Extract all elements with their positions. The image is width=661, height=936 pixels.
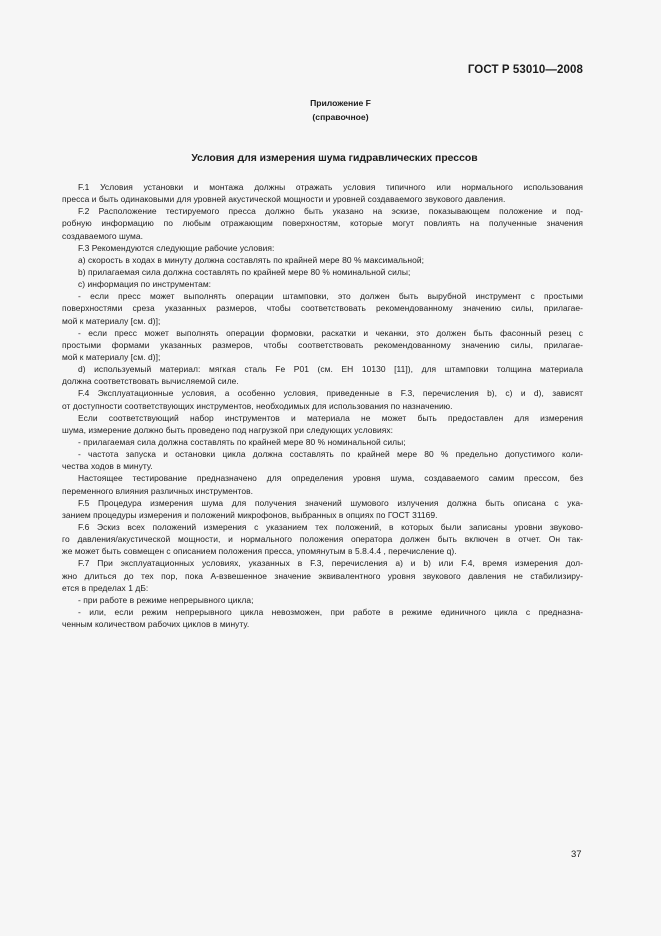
text-line: простыми формами указанных размеров, чтобы соответствовать рекомендованному значению силы, прилагае- <box>62 339 583 350</box>
appendix-label: Приложение F <box>310 98 371 108</box>
text-line: - если пресс может выполнять операции штамповки, это должен быть вырубной инструмент с простыми <box>78 291 583 302</box>
text-line: F.6 Эскиз всех положений измерения с указанием тех положений, в которых были записаны уровни звуково- <box>78 521 583 532</box>
page-number: 37 <box>571 849 582 860</box>
text-line: F.1 Условия установки и монтажа должны отражать условия типичного или нормального использования <box>78 182 583 192</box>
text-line: - частота запуска и остановки цикла должна составлять по крайней мере 80 % предельно допустимого коли- <box>78 449 583 460</box>
text-line: жно длиться до тех пор, пока А-взвешенное значение эквивалентного уровня звукового давления не стабилизиру- <box>62 570 583 581</box>
text-line: c) информация по инструментам: <box>78 279 212 290</box>
text-line: должна соответствовать вычисляемой силе. <box>62 376 239 387</box>
text-line: поверхностями среза указанных размеров, чтобы соответствовать рекомендованному значению силы, прилагае- <box>62 303 583 314</box>
text-line: Настоящее тестирование предназначено для определения уровня шума, создаваемого самим прессом, без <box>78 473 583 484</box>
text-line: переменного влияния различных инструментов. <box>62 485 254 496</box>
text-line: мой к материалу [см. d)]; <box>62 315 161 326</box>
text-line: чества ходов в минуту. <box>62 461 153 472</box>
text-line: Если соответствующий набор инструментов и материала не может быть предоставлен для измерения <box>78 412 583 423</box>
text-line: - прилагаемая сила должна составлять по крайней мере 80 % номинальной силы; <box>78 436 406 447</box>
text-line: - при работе в режиме непрерывного цикла; <box>78 594 254 605</box>
text-line: го давления/акустической мощности, и нормального положения оператора должен быть включен в отчет. Он так- <box>62 534 583 545</box>
document-code: ГОСТ Р 53010—2008 <box>467 64 583 76</box>
text-line: от доступности соответствующих инструментов, необходимых для использования по назначению. <box>62 400 453 411</box>
text-line: мой к материалу [см. d)]; <box>62 351 161 362</box>
text-line: F.7 При эксплуатационных условиях, указанных в F.3, перечисления a) и b) или F.4, время измерения дол- <box>78 558 583 569</box>
text-line: F.3 Рекомендуются следующие рабочие условия: <box>78 242 275 253</box>
text-line: создаваемого шума. <box>62 230 144 241</box>
appendix-heading <box>0 96 661 124</box>
text-line: шума, измерение должно быть проведено под нагрузкой при следующих условиях: <box>62 424 394 435</box>
document-body <box>62 181 583 630</box>
text-line: a) скорость в ходах в минуту должна составлять по крайней мере 80 % максимальной; <box>78 254 424 265</box>
text-line: - или, если режим непрерывного цикла невозможен, при работе в режиме единичного цикла с предназна- <box>78 606 583 617</box>
text-line: ченным количеством рабочих циклов в минуту. <box>62 619 250 630</box>
text-line: b) прилагаемая сила должна составлять по крайней мере 80 % номинальной силы; <box>78 266 411 277</box>
text-line: пресса и быть одинаковыми для уровней акустической мощности и уровней создаваемого звукового давления. <box>62 194 506 205</box>
text-line: - если пресс может выполнять операции формовки, раскатки и чеканки, это должен быть фасонный резец с <box>78 327 583 338</box>
text-line: занием процедуры измерения и положений микрофонов, выбранных в опциях по ГОСТ 31169. <box>62 509 438 520</box>
text-line: робную информацию по любым отражающим поверхностям, которые могут повлиять на полученные значения <box>62 218 583 229</box>
text-line: ется в пределах 1 дБ: <box>62 582 149 593</box>
appendix-type: (справочное) <box>312 112 369 122</box>
text-line: же может быть совмещен с описанием положения пресса, упомянутым в 5.8.4.4 , перечисление q). <box>62 546 457 557</box>
text-line: d) используемый материал: мягкая сталь Fe P01 (см. ЕН 10130 [11]), для штамповки толщина материала <box>78 364 583 375</box>
section-title: Условия для измерения шума гидравлических прессов <box>191 153 478 164</box>
text-line: F.4 Эксплуатационные условия, а особенно условия, приведенные в F.3, перечисления b), c) и d), зависят <box>78 388 583 399</box>
text-line: F.2 Расположение тестируемого пресса должно быть указано на эскизе, показывающем положение и под- <box>78 206 583 217</box>
text-line: F.5 Процедура измерения шума для получения значений шумового излучения должна быть описана с ука- <box>78 497 583 508</box>
